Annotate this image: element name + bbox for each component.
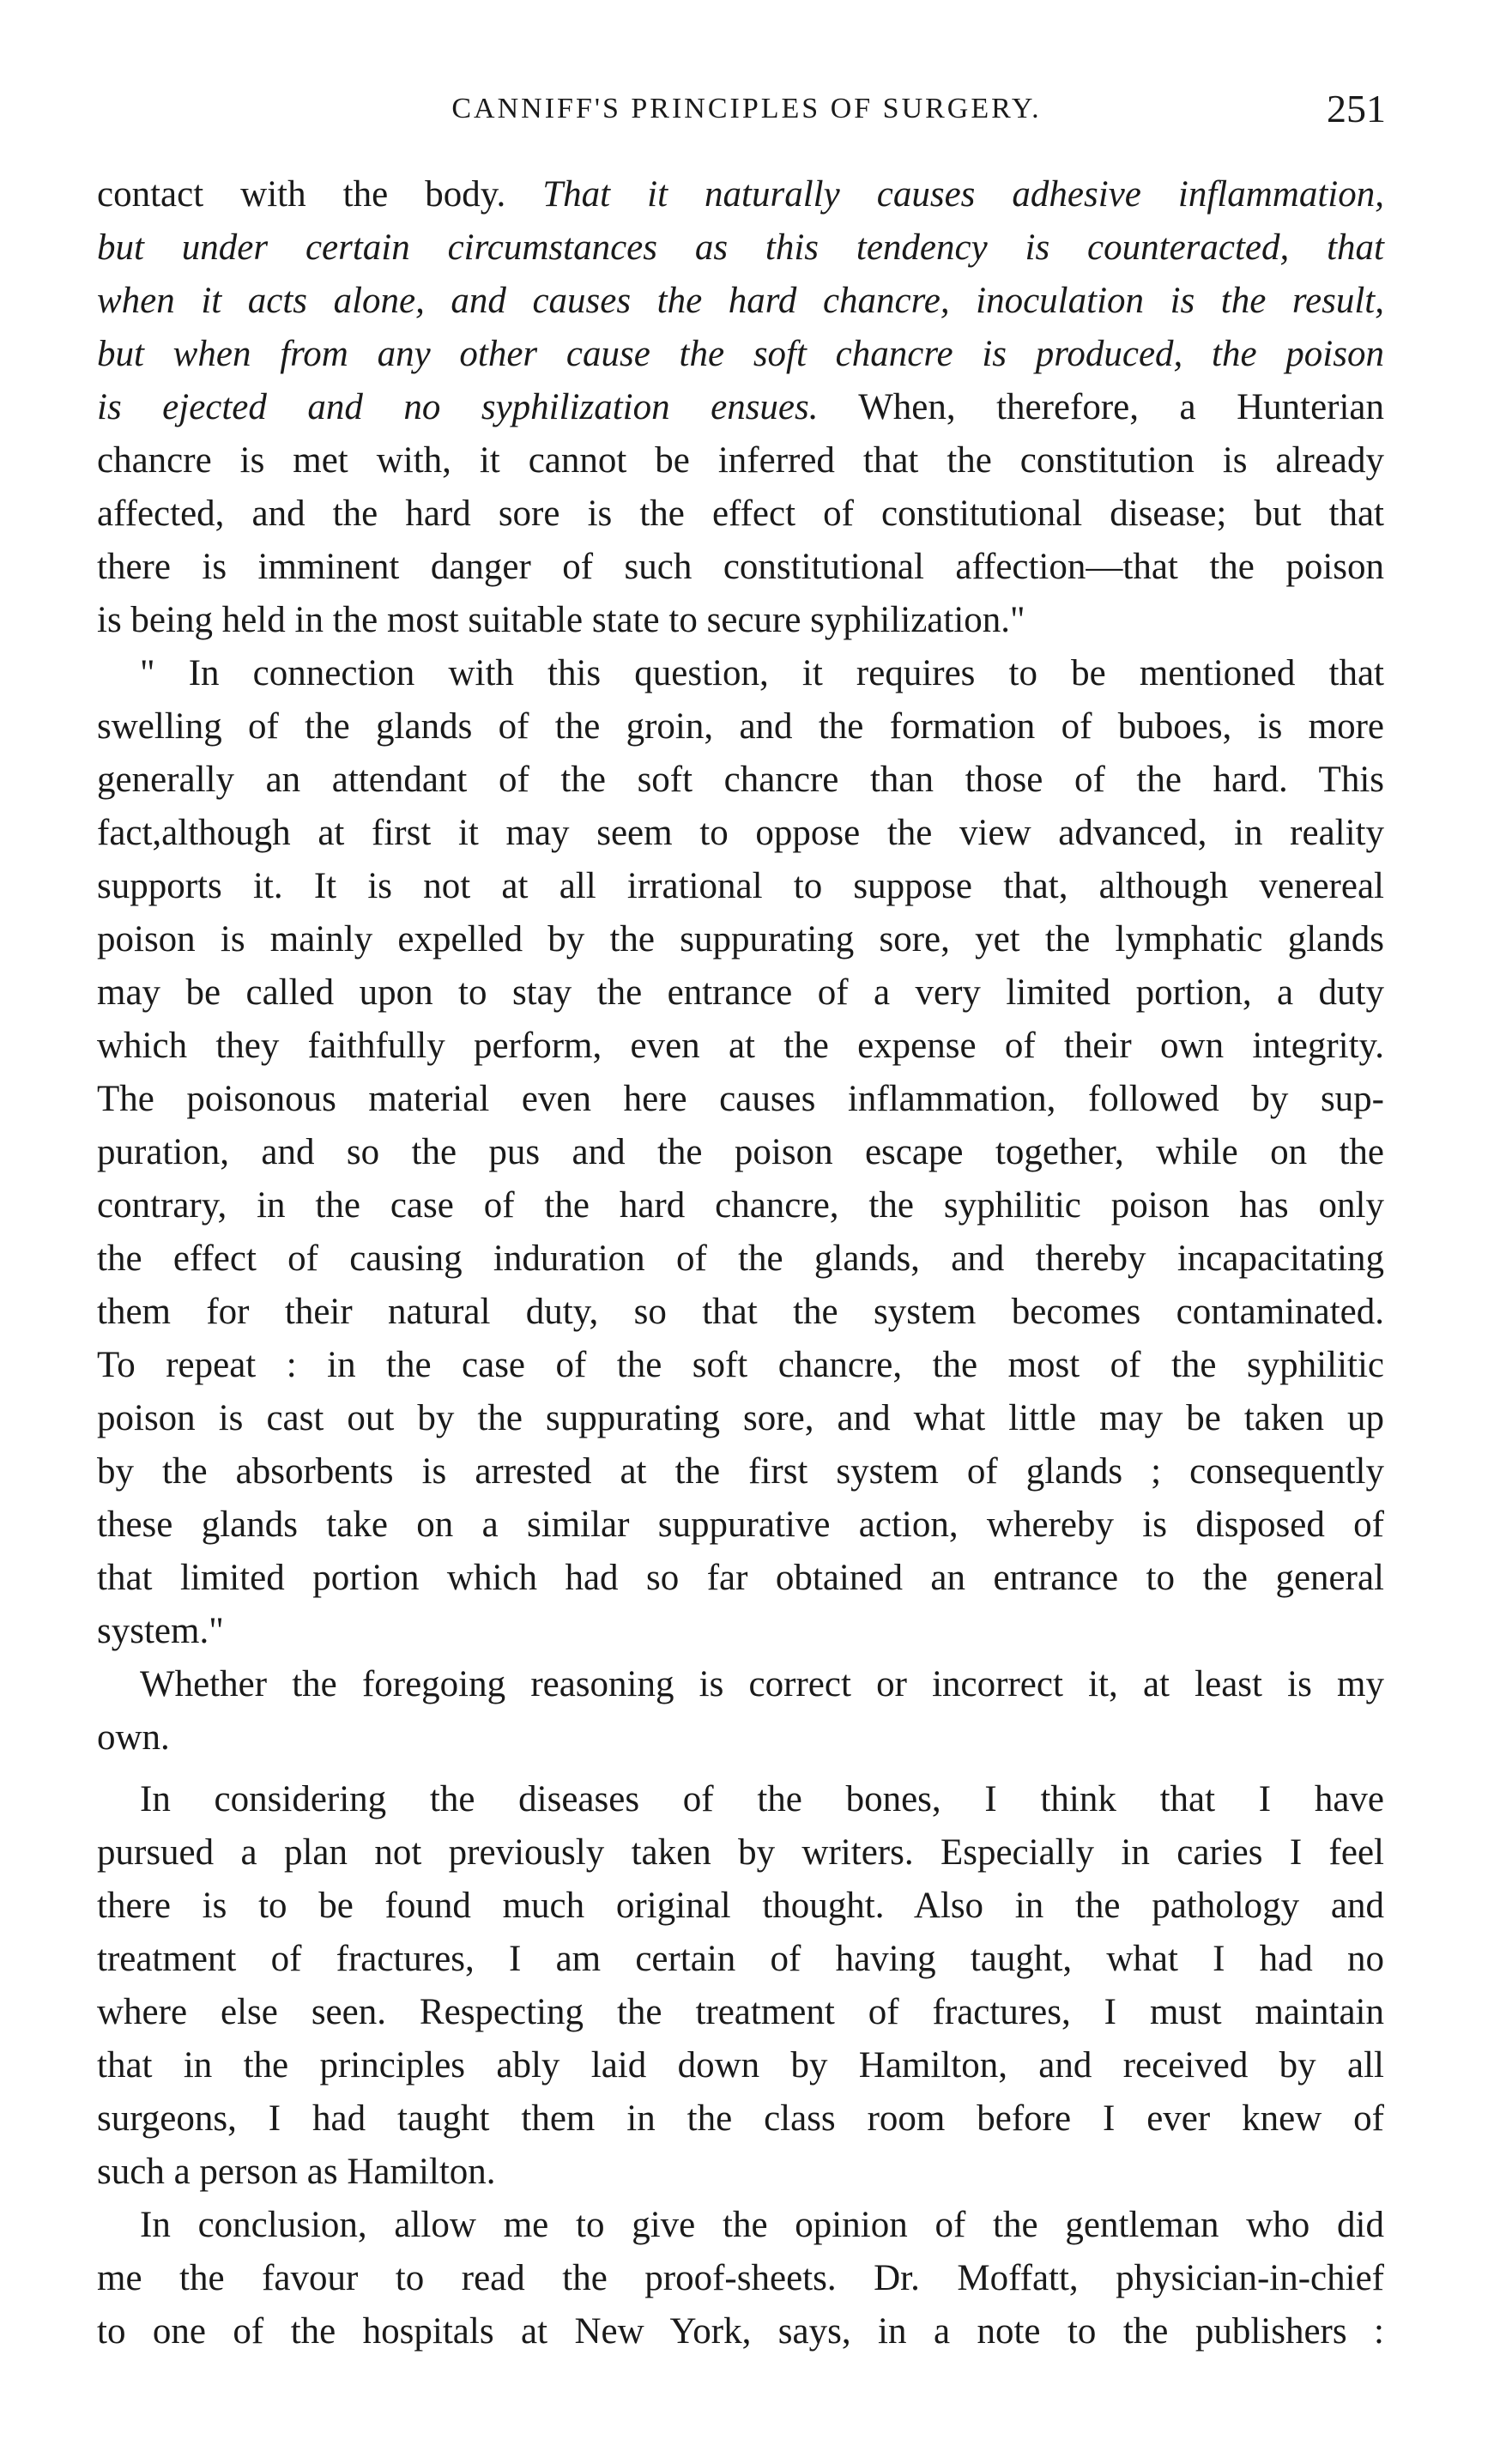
- text-segment: them for their natural duty, so that the system becomes contaminated.: [97, 1292, 1384, 1332]
- text-segment: affected, and the hard sore is the effect of constitutional disease; but that: [97, 493, 1384, 534]
- text-line: [97, 1020, 1384, 1073]
- text-segment: by the absorbents is arrested at the first system of glands ; consequently: [97, 1451, 1384, 1492]
- text-line: [97, 594, 1384, 647]
- text-line: [97, 2146, 1384, 2199]
- text-segment: poison is cast out by the suppurating sore, and what little may be taken up: [97, 1398, 1384, 1438]
- text-segment: these glands take on a similar suppurative action, whereby is disposed of: [97, 1504, 1384, 1545]
- text-segment: there is to be found much original thought. Also in the pathology and: [97, 1886, 1384, 1926]
- text-line: [97, 381, 1384, 434]
- text-segment: pursued a plan not previously taken by writers. Especially in caries I feel: [97, 1832, 1384, 1873]
- text-segment: chancre is met with, it cannot be inferred that the constitution is already: [97, 440, 1384, 481]
- text-line: [97, 1826, 1384, 1880]
- text-line: [97, 434, 1384, 487]
- text-line: [97, 2252, 1384, 2305]
- text-segment: own.: [97, 1717, 170, 1758]
- text-line: [97, 1445, 1384, 1498]
- text-segment: puration, and so the pus and the poison escape together, while on the: [97, 1132, 1384, 1172]
- text-segment: " In connection with this question, it requires to be mentioned that: [140, 653, 1384, 693]
- text-line: [97, 221, 1384, 275]
- text-segment: there is imminent danger of such constitutional affection—that the poison: [97, 547, 1384, 587]
- text-line: [97, 2092, 1384, 2146]
- text-line: [97, 1711, 1384, 1765]
- text-line: [97, 1605, 1384, 1658]
- text-segment: When, therefore, a Hunterian: [818, 387, 1385, 427]
- text-line: [97, 1179, 1384, 1232]
- text-line: [97, 1773, 1384, 1826]
- text-line: [97, 1392, 1384, 1445]
- text-segment: contact with the body.: [97, 174, 543, 215]
- text-segment: In considering the diseases of the bones, I think that I have: [140, 1779, 1384, 1819]
- text-segment: supports it. It is not at all irrational to suppose that, although venereal: [97, 866, 1384, 906]
- text-segment: that limited portion which had so far obtained an entrance to the general: [97, 1558, 1384, 1598]
- text-line: [97, 168, 1384, 221]
- text-line: [97, 860, 1384, 913]
- text-segment: may be called upon to stay the entrance of a very limited portion, a duty: [97, 972, 1384, 1013]
- text-segment: contrary, in the case of the hard chancre, the syphilitic poison has only: [97, 1185, 1384, 1226]
- text-segment: the effect of causing induration of the glands, and thereby incapacitating: [97, 1238, 1384, 1279]
- text-segment: where else seen. Respecting the treatment of fractures, I must maintain: [97, 1992, 1384, 2032]
- text-segment: swelling of the glands of the groin, and the formation of buboes, is more: [97, 706, 1384, 747]
- text-line: [97, 1126, 1384, 1179]
- text-line: [97, 1232, 1384, 1286]
- italic-text: but when from any other cause the soft chancre is produced, the poison: [97, 334, 1384, 374]
- body-text: [97, 168, 1384, 2358]
- text-line: [97, 2305, 1384, 2358]
- text-line: [97, 1986, 1384, 2039]
- text-line: [97, 328, 1384, 381]
- text-line: [97, 1498, 1384, 1552]
- text-line: [97, 700, 1384, 754]
- text-segment: poison is mainly expelled by the suppurating sore, yet the lymphatic glands: [97, 919, 1384, 960]
- text-segment: such a person as Hamilton.: [97, 2152, 496, 2192]
- text-segment: Whether the foregoing reasoning is correct or incorrect it, at least is my: [140, 1664, 1384, 1704]
- text-line: [97, 2039, 1384, 2092]
- text-segment: me the favour to read the proof-sheets. Dr. Moffatt, physician-in-chief: [97, 2258, 1384, 2298]
- text-segment: generally an attendant of the soft chancre than those of the hard. This: [97, 760, 1384, 800]
- text-segment: In conclusion, allow me to give the opinion of the gentleman who did: [140, 2205, 1384, 2245]
- text-line: [97, 275, 1384, 328]
- text-line: [97, 1658, 1384, 1711]
- text-segment: fact,although at first it may seem to oppose the view advanced, in reality: [97, 813, 1384, 853]
- page-number: 251: [1327, 87, 1386, 130]
- italic-text: when it acts alone, and causes the hard chancre, inoculation is the result,: [97, 281, 1384, 321]
- text-segment: surgeons, I had taught them in the class room before I ever knew of: [97, 2098, 1384, 2139]
- text-line: [97, 1552, 1384, 1605]
- text-line: [97, 647, 1384, 700]
- text-line: [97, 966, 1384, 1020]
- text-line: [97, 1286, 1384, 1339]
- text-line: [97, 913, 1384, 966]
- text-segment: system.": [97, 1611, 224, 1651]
- text-line: [97, 1339, 1384, 1392]
- text-segment: The poisonous material even here causes inflammation, followed by sup-: [97, 1079, 1384, 1119]
- text-line: [97, 1073, 1384, 1126]
- text-line: [97, 2199, 1384, 2252]
- text-segment: is being held in the most suitable state to secure syphilization.": [97, 600, 1025, 640]
- text-segment: to one of the hospitals at New York, says, in a note to the publishers :: [97, 2311, 1384, 2352]
- text-segment: that in the principles ably laid down by Hamilton, and received by all: [97, 2045, 1384, 2086]
- text-line: [97, 1880, 1384, 1933]
- text-line: [97, 807, 1384, 860]
- text-line: [97, 754, 1384, 807]
- text-line: [97, 487, 1384, 541]
- text-segment: To repeat : in the case of the soft chancre, the most of the syphilitic: [97, 1345, 1384, 1385]
- italic-text: is ejected and no syphilization ensues.: [97, 387, 819, 427]
- running-title: CANNIFF'S PRINCIPLES OF SURGERY.: [451, 93, 1042, 124]
- italic-text: That it naturally causes adhesive inflammation,: [542, 174, 1384, 215]
- italic-text: but under certain circumstances as this tendency is counteracted, that: [97, 227, 1384, 268]
- text-line: [97, 1933, 1384, 1986]
- running-head: [107, 86, 1386, 137]
- text-segment: treatment of fractures, I am certain of having taught, what I had no: [97, 1939, 1384, 1979]
- text-line: [97, 541, 1384, 594]
- text-segment: which they faithfully perform, even at the expense of their own integrity.: [97, 1026, 1384, 1066]
